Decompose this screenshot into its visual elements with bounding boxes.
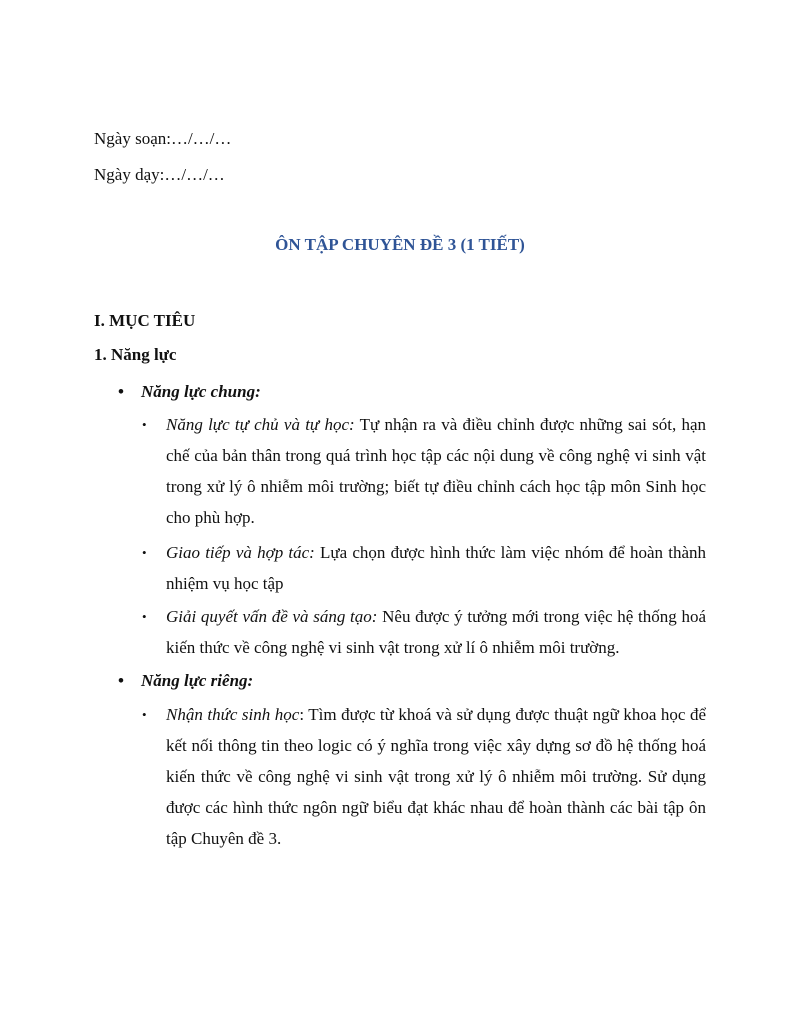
bullet-icon: • <box>142 707 147 722</box>
bullet-icon: • <box>118 382 124 401</box>
section-heading: I. MỤC TIÊU <box>94 311 196 330</box>
date-prepared: Ngày soạn:…/…/… <box>94 129 232 148</box>
bullet-icon: • <box>142 417 147 432</box>
specific-competency-bullet <box>118 670 253 692</box>
bullet-icon: • <box>142 545 147 560</box>
list-item <box>142 537 706 599</box>
item-text: Tự nhận ra và điều chỉnh được những sai sót, hạn chế của bản thân trong quá trình học tập các nội dung về công nghệ vi sinh vật trong xử lý ô nhiễm môi trường; biết tự điều chỉnh cách học tập môn Sinh học cho phù hợp. <box>166 415 706 527</box>
item-lead: Năng lực tự chủ và tự học: <box>166 415 355 434</box>
item-text: : Tìm được từ khoá và sử dụng được thuật ngữ khoa học để kết nối thông tin theo logic có ý nghĩa trong việc xây dựng sơ đồ hệ thống hoá kiến thức về công nghệ vi sinh vật trong xử lý ô nhiễm môi trường. Sử dụng được các hình thức ngôn ngữ biểu đạt khác nhau để hoàn thành các bài tập ôn tập Chuyên đề 3. <box>166 705 707 848</box>
list-item <box>142 601 706 663</box>
item-text: Lựa chọn được hình thức làm việc nhóm để hoàn thành nhiệm vụ học tập <box>166 543 706 593</box>
item-lead: Giao tiếp và hợp tác: <box>166 543 315 562</box>
subsection-heading: 1. Năng lực <box>94 345 177 364</box>
item-lead: Nhận thức sinh học <box>166 705 300 724</box>
bullet-icon: • <box>142 609 147 624</box>
item-lead: Giải quyết vấn đề và sáng tạo: <box>166 607 378 626</box>
general-competency-bullet <box>118 381 261 403</box>
bullet-icon: • <box>118 671 124 690</box>
list-item <box>142 409 706 533</box>
item-text: Nêu được ý tưởng mới trong việc hệ thống hoá kiến thức về công nghệ vi sinh vật trong xử lí ô nhiễm môi trường. <box>166 607 706 657</box>
specific-competency-label: Năng lực riêng: <box>141 671 254 690</box>
document-title: ÔN TẬP CHUYÊN ĐỀ 3 (1 TIẾT) <box>275 235 525 254</box>
list-item <box>142 699 706 854</box>
date-taught: Ngày dạy:…/…/… <box>94 165 225 184</box>
general-competency-label: Năng lực chung: <box>141 382 261 401</box>
